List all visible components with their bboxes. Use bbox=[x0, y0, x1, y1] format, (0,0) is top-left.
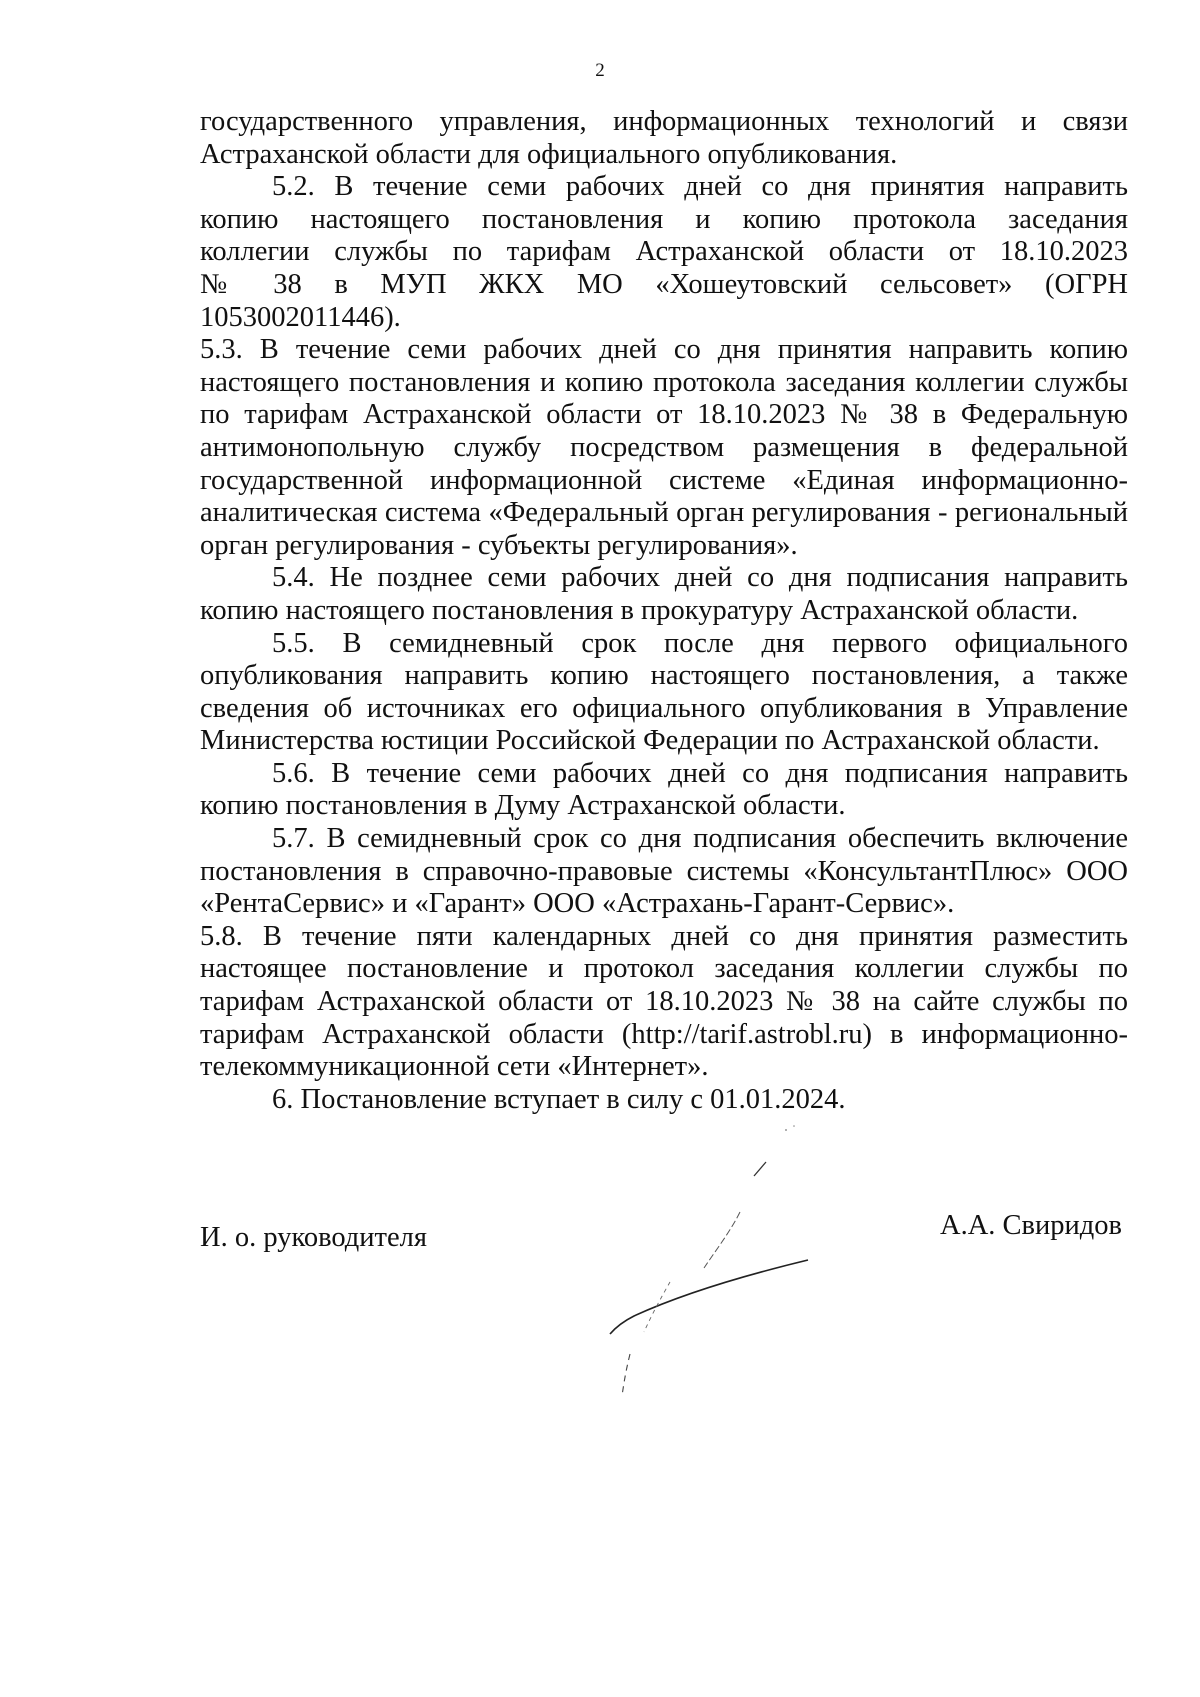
paragraph-6: 6. Постановление вступает в силу с 01.01.2024. bbox=[272, 1083, 846, 1115]
paragraph-5-6: 5.6. В течение семи рабочих дней со дня подписания направить копию постановления в Думу Астраханской области. bbox=[200, 757, 1128, 822]
handwritten-signature bbox=[590, 1120, 850, 1400]
paragraph-5-5: 5.5. В семидневный срок после дня первого официального опубликования направить копию настоящего постановления, а также сведения об источниках его официального опубликования в Управление Министерства юстиции Российской Федерации по Астраханской области. bbox=[200, 627, 1128, 757]
document-body bbox=[200, 106, 1128, 1116]
paragraph-5-2: 5.2. В течение семи рабочих дней со дня принятия направить копию настоящего постановления и копию протокола заседания коллегии службы по тарифам Астраханской области от 18.10.2023 № 38 в МУП ЖКХ МО «Хошеутовский сельсовет» (ОГРН 1053002011446). bbox=[200, 171, 1128, 333]
signatory-name: А.А. Свиридов bbox=[940, 1210, 1122, 1241]
paragraph-5-3: 5.3. В течение семи рабочих дней со дня принятия направить копию настоящего постановления и копию протокола заседания коллегии службы по тарифам Астраханской области от 18.10.2023 № 38 в Федеральную антимонопольную службу посредством размещения в федеральной государственной информационной системе «Единая информационно-аналитическая система «Федеральный орган регулирования - региональный орган регулирования - субъекты регулирования». bbox=[200, 334, 1128, 561]
page-number: 2 bbox=[595, 60, 605, 81]
paragraph-5-7: 5.7. В семидневный срок со дня подписания обеспечить включение постановления в справочно-правовые системы «КонсультантПлюс» ООО «РентаСервис» и «Гарант» ООО «Астрахань-Гарант-Сервис». bbox=[200, 823, 1128, 920]
paragraph-5-8: 5.8. В течение пяти календарных дней со дня принятия разместить настоящее постановление и протокол заседания коллегии службы по тарифам Астраханской области от 18.10.2023 № 38 на сайте службы по тарифам Астраханской области (http://tarif.astrobl.ru) в информационно-телекоммуникационной сети «Интернет». bbox=[200, 920, 1128, 1083]
paragraph-5-1-continuation: государственного управления, информационных технологий и связи Астраханской области для официального опубликования. bbox=[200, 106, 1128, 170]
signatory-position: И. о. руководителя bbox=[200, 1222, 427, 1253]
paragraph-5-4: 5.4. Не позднее семи рабочих дней со дня подписания направить копию настоящего постановления в прокуратуру Астраханской области. bbox=[200, 562, 1128, 626]
